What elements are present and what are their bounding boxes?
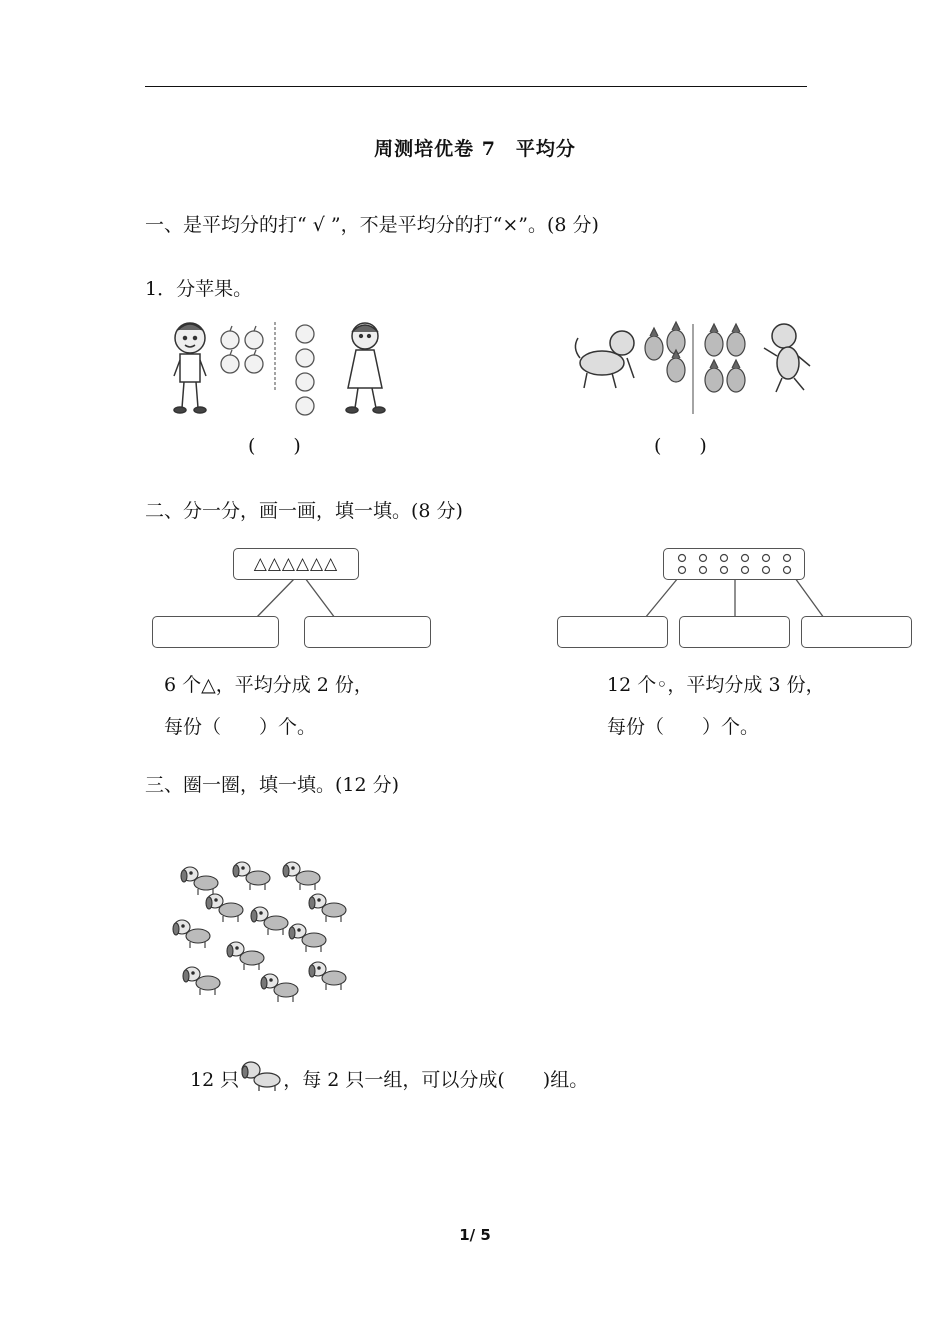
section-3-question <box>190 1058 588 1092</box>
girl-icon <box>346 323 385 413</box>
triangle-answer-box-2[interactable] <box>304 616 431 648</box>
circle-question-line-2: 每份（ ）个。 <box>607 716 760 738</box>
dog-icon <box>173 920 210 948</box>
answer-blank-pineapples[interactable]: ( ) <box>654 435 707 457</box>
dog-icon <box>227 942 264 970</box>
pineapple-group-left-icon <box>645 322 685 382</box>
dog-icon <box>309 962 346 990</box>
triangle-source-box <box>233 548 359 580</box>
dog-group-illustration <box>160 850 360 1010</box>
triangle-symbols: △△△△△△ <box>253 554 339 574</box>
section-1-heading: 一、是平均分的打“ √ ”，不是平均分的打“×”。(8 分) <box>145 214 599 236</box>
apple-sharing-illustration <box>160 318 400 418</box>
circle-question-line-1: 12 个◦，平均分成 3 份， <box>607 674 825 696</box>
triangle-answer-box-1[interactable] <box>152 616 279 648</box>
dog-icon <box>289 924 326 952</box>
section-3-heading: 三、圈一圈，填一填。(12 分) <box>145 774 400 796</box>
dog-grouping-text: ，每 2 只一组，可以分成( )组。 <box>283 1069 589 1091</box>
dog-icon <box>283 862 320 890</box>
question-1-label: 1．分苹果。 <box>145 278 253 300</box>
dog-icon <box>183 967 220 995</box>
triangle-question-line-2: 每份（ ）个。 <box>164 716 317 738</box>
pineapple-group-right-icon <box>705 324 745 392</box>
boy-icon <box>174 323 206 413</box>
dog-icon <box>206 894 243 922</box>
circle-answer-box-3[interactable] <box>801 616 912 648</box>
page-title: 周测培优卷 7 平均分 <box>374 138 576 160</box>
dog-icon <box>261 974 298 1002</box>
monkey-icon <box>575 331 634 388</box>
dog-icon <box>181 867 218 895</box>
circle-symbols <box>664 549 804 579</box>
circle-source-box <box>663 548 805 580</box>
dog-icon <box>233 862 270 890</box>
monkey-icon <box>764 324 810 392</box>
dog-icon <box>309 894 346 922</box>
triangle-question-line-1: 6 个△，平均分成 2 份， <box>164 674 373 696</box>
pineapple-sharing-illustration <box>572 318 832 418</box>
dog-icon <box>239 1058 283 1092</box>
page-number: 1/ 5 <box>459 1226 491 1244</box>
header-rule <box>145 86 807 87</box>
section-2-heading: 二、分一分，画一画，填一填。(8 分) <box>145 500 463 522</box>
dog-icon <box>251 907 288 935</box>
answer-blank-apples[interactable]: ( ) <box>248 435 301 457</box>
apple-group-icon <box>221 326 263 373</box>
circle-answer-box-1[interactable] <box>557 616 668 648</box>
circle-answer-box-2[interactable] <box>679 616 790 648</box>
apple-column-icon <box>296 325 314 415</box>
dog-count-text: 12 只 <box>190 1069 240 1091</box>
